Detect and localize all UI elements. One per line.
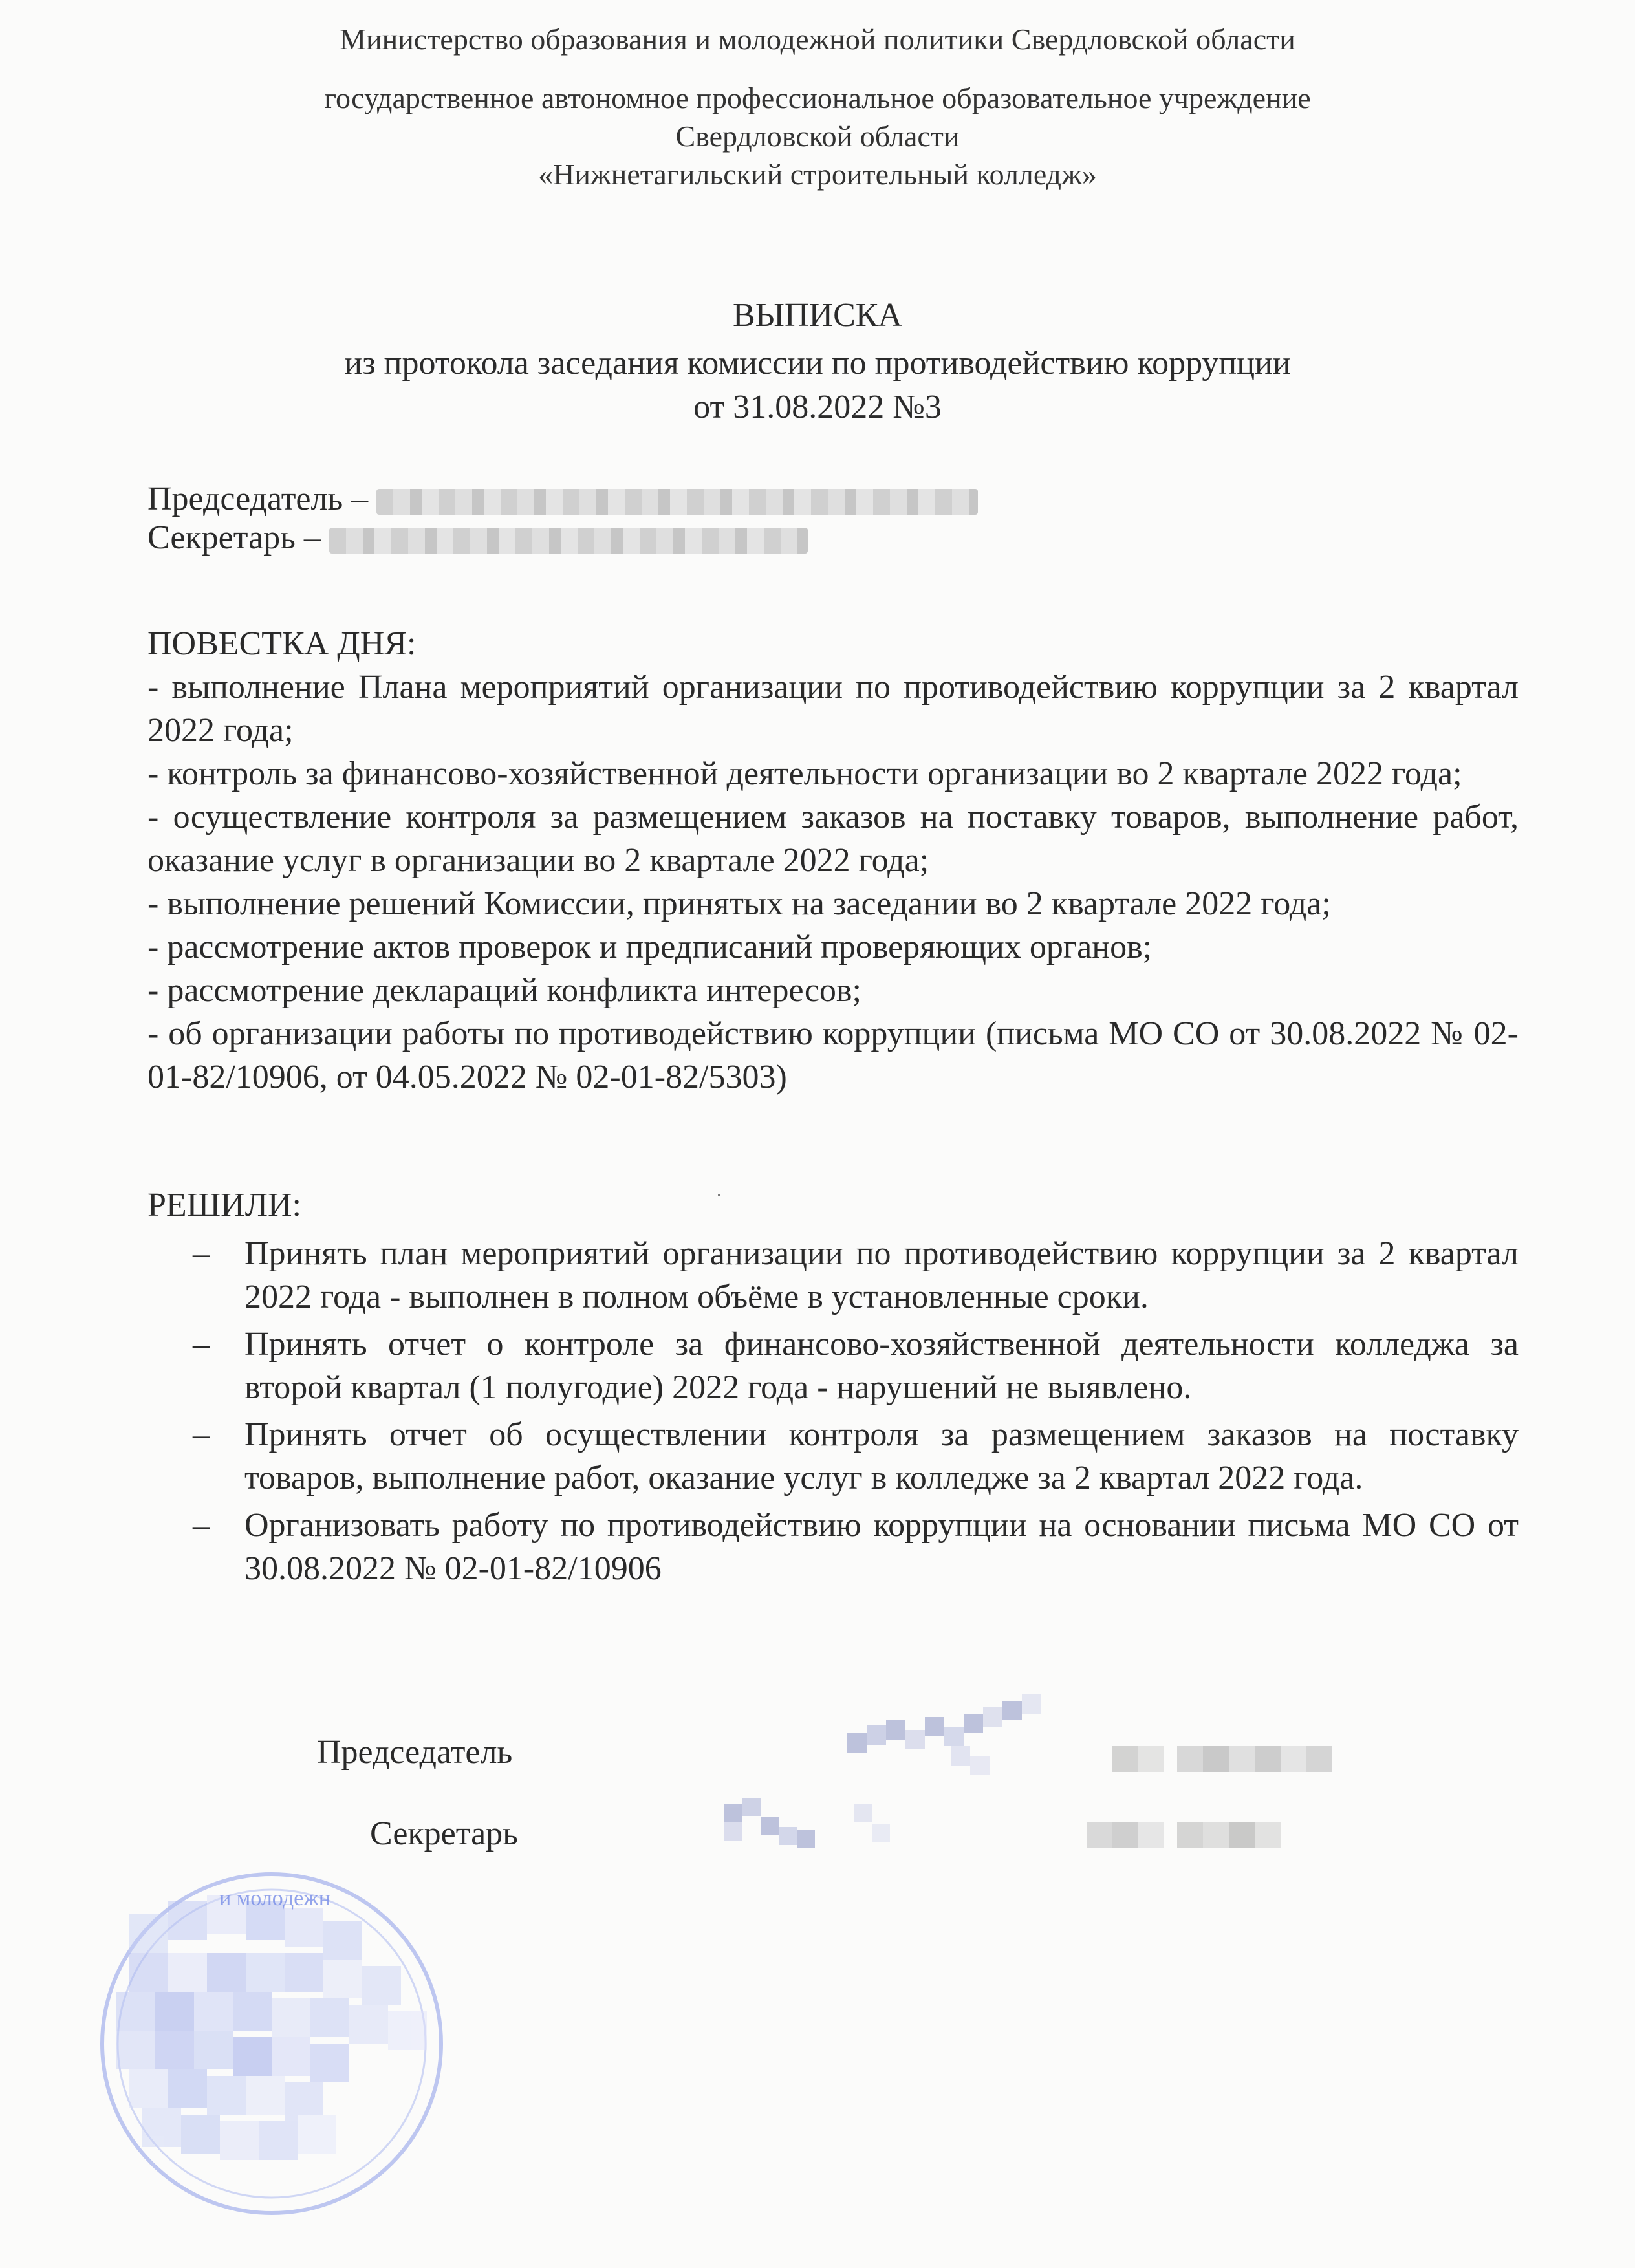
chair-signature-redacted bbox=[847, 1694, 1080, 1785]
decisions-section bbox=[147, 1183, 1519, 1594]
agenda-item: - осуществление контроля за размещением заказов на поставку товаров, выполнение работ, оказание услуг в организации во 2 квартале 2022 года; bbox=[147, 799, 1519, 879]
chair-label: Председатель – bbox=[147, 481, 369, 517]
decision-text: Принять отчет о контроле за финансово-хозяйственной деятельности колледжа за второй квартал (1 полугодие) 2022 года - нарушений не выявлено. bbox=[244, 1326, 1519, 1406]
agenda-item: - об организации работы по противодействию коррупции (письма МО СО от 30.08.2022 № 02-01-82/10906, от 04.05.2022 № 02-01-82/5303) bbox=[147, 1015, 1519, 1096]
decision-bullet: – bbox=[193, 1326, 210, 1363]
participants-block bbox=[147, 480, 978, 557]
chair-row bbox=[147, 480, 978, 519]
agenda-item: - рассмотрение деклараций конфликта интересов; bbox=[147, 972, 861, 1009]
secretary-row bbox=[147, 519, 978, 557]
signature-secretary-label: Секретарь bbox=[370, 1815, 518, 1852]
ministry-name: Министерство образования и молодежной политики Свердловской области bbox=[340, 23, 1295, 56]
document-subtitle-block bbox=[0, 341, 1635, 429]
chair-name-redacted-signature bbox=[1112, 1740, 1352, 1778]
document-subtitle: из протокола заседания комиссии по противодействию коррупции bbox=[344, 345, 1291, 382]
institution-block bbox=[0, 79, 1635, 193]
decision-item bbox=[147, 1232, 1519, 1319]
decision-item bbox=[147, 1504, 1519, 1590]
institution-line-2: Свердловской области bbox=[675, 120, 960, 153]
secretary-signature-redacted bbox=[724, 1791, 918, 1875]
secretary-name-redacted bbox=[329, 528, 808, 554]
agenda-item: - рассмотрение актов проверок и предписаний проверяющих органов; bbox=[147, 929, 1153, 966]
decision-text: Принять отчет об осуществлении контроля за размещением заказов на поставку товаров, выполнение работ, оказание услуг в колледже за 2 квартал 2022 года. bbox=[244, 1416, 1519, 1496]
agenda-item: - выполнение решений Комиссии, принятых на заседании во 2 квартале 2022 года; bbox=[147, 885, 1331, 922]
agenda-heading: ПОВЕСТКА ДНЯ: bbox=[147, 625, 417, 662]
decision-text: Принять план мероприятий организации по противодействию коррупции за 2 квартал 2022 года - выполнен в полном объёме в установленные сроки. bbox=[244, 1235, 1519, 1315]
decision-item bbox=[147, 1323, 1519, 1409]
document-title: ВЫПИСКА bbox=[732, 297, 903, 334]
signature-chair-label: Председатель bbox=[317, 1734, 513, 1771]
college-stamp-redacted bbox=[91, 1863, 453, 2225]
secretary-name-redacted-signature bbox=[1087, 1816, 1294, 1855]
agenda-section bbox=[147, 622, 1519, 1099]
decision-bullet: – bbox=[193, 1235, 210, 1272]
agenda-item: - выполнение Плана мероприятий организации по противодействию коррупции за 2 квартал 2022 года; bbox=[147, 669, 1519, 749]
stamp-visible-text: и молодежн bbox=[219, 1886, 330, 1910]
decision-text: Организовать работу по противодействию коррупции на основании письма МО СО от 30.08.2022 № 02-01-82/10906 bbox=[244, 1507, 1519, 1587]
decision-bullet: – bbox=[193, 1507, 210, 1544]
secretary-label: Секретарь – bbox=[147, 519, 321, 556]
decision-item bbox=[147, 1413, 1519, 1500]
institution-line-3: «Нижнетагильский строительный колледж» bbox=[538, 158, 1097, 191]
decision-bullet: – bbox=[193, 1416, 210, 1453]
decisions-heading: РЕШИЛИ: bbox=[147, 1187, 301, 1224]
protocol-date-number: от 31.08.2022 №3 bbox=[693, 389, 942, 426]
agenda-item: - контроль за финансово-хозяйственной деятельности организации во 2 квартале 2022 года; bbox=[147, 755, 1462, 792]
chair-name-redacted bbox=[376, 489, 978, 515]
institution-line-1: государственное автономное профессиональное образовательное учреждение bbox=[324, 81, 1311, 114]
